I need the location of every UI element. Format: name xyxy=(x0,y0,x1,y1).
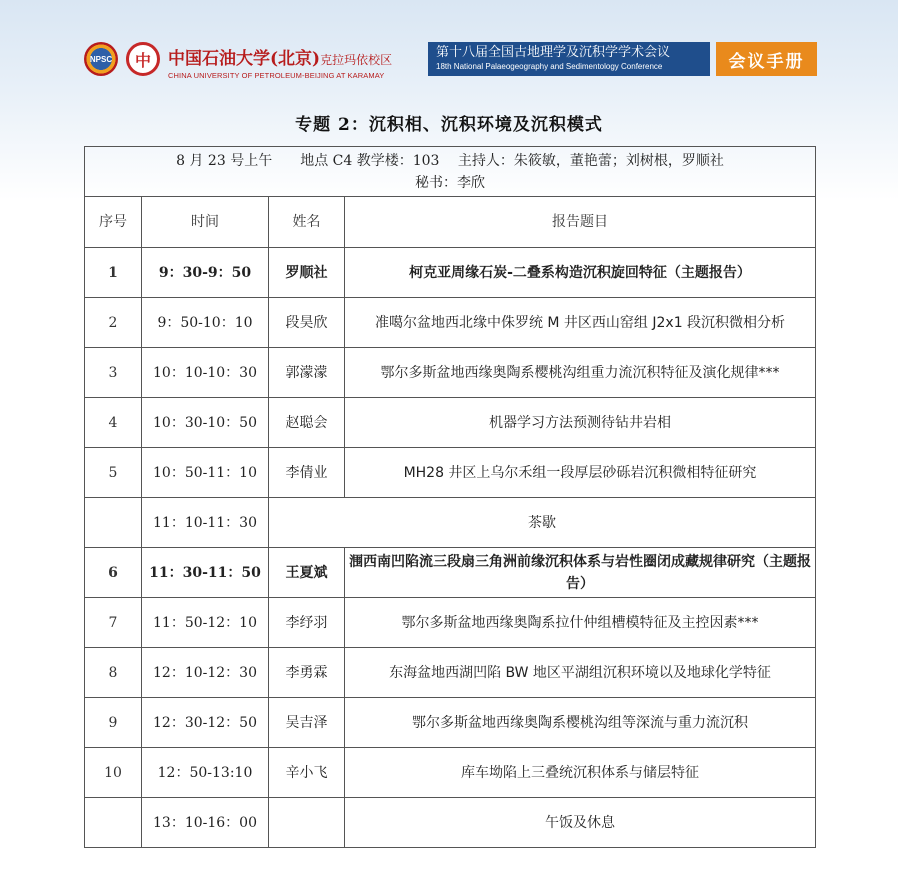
row-name: 郭濛濛 xyxy=(269,348,345,398)
university-name-cn: 中国石油大学(北京) xyxy=(168,49,321,69)
row-title: MH28 井区上乌尔禾组一段厚层砂砾岩沉积微相特征研究 xyxy=(345,448,816,498)
row-time: 12：50-13:10 xyxy=(142,748,269,798)
row-title: 茶歇 xyxy=(269,498,816,548)
row-title: 机器学习方法预测待钻井岩相 xyxy=(345,398,816,448)
conference-name-cn: 第十八届全国古地理学及沉积学学术会议 xyxy=(436,45,671,60)
table-row xyxy=(85,798,816,848)
row-name: 李纾羽 xyxy=(269,598,345,648)
campus-name: 克拉玛依校区 xyxy=(320,53,393,67)
row-seq: 10 xyxy=(85,748,142,798)
table-header-row xyxy=(85,197,816,248)
column-header-seq: 序号 xyxy=(85,197,142,248)
conference-name-en: 18th National Palaeogeography and Sedimentology Conference xyxy=(436,62,663,71)
schedule-table xyxy=(84,146,816,848)
row-title: 鄂尔多斯盆地西缘奥陶系拉什仲组槽模特征及主控因素*** xyxy=(345,598,816,648)
page-header xyxy=(0,0,898,96)
row-seq: 7 xyxy=(85,598,142,648)
table-row xyxy=(85,548,816,598)
session-info-row xyxy=(85,147,816,197)
row-name: 李勇霖 xyxy=(269,648,345,698)
university-name-en: CHINA UNIVERSITY OF PETROLEUM-BEIJING AT KARAMAY xyxy=(168,71,385,80)
row-time: 10：50-11：10 xyxy=(142,448,269,498)
row-time: 11：30-11：50 xyxy=(142,548,269,598)
row-title: 准噶尔盆地西北缘中侏罗统 M 井区西山窑组 J2x1 段沉积微相分析 xyxy=(345,298,816,348)
row-title: 库车坳陷上三叠统沉积体系与储层特征 xyxy=(345,748,816,798)
conference-manual-label: 会议手册 xyxy=(716,42,817,76)
row-time: 9：50-10：10 xyxy=(142,298,269,348)
row-seq: 8 xyxy=(85,648,142,698)
row-time: 12：30-12：50 xyxy=(142,698,269,748)
row-seq xyxy=(85,798,142,848)
table-row xyxy=(85,648,816,698)
row-title: 鄂尔多斯盆地西缘奥陶系樱桃沟组等深流与重力流沉积 xyxy=(345,698,816,748)
column-header-name: 姓名 xyxy=(269,197,345,248)
table-row xyxy=(85,298,816,348)
row-name: 吴吉泽 xyxy=(269,698,345,748)
session-info-cell xyxy=(85,147,816,197)
row-title: 午饭及休息 xyxy=(345,798,816,848)
row-name: 罗顺社 xyxy=(269,248,345,298)
row-time: 11：10-11：30 xyxy=(142,498,269,548)
npsc-logo: NPSC xyxy=(84,42,118,76)
table-row xyxy=(85,698,816,748)
row-time: 13：10-16：00 xyxy=(142,798,269,848)
row-name: 王夏斌 xyxy=(269,548,345,598)
row-seq: 6 xyxy=(85,548,142,598)
session-info-line: 8 月 23 号上午 地点 C4 教学楼：103 主持人：朱筱敏，董艳蕾；刘树根，罗顺社 xyxy=(176,152,724,169)
table-row xyxy=(85,348,816,398)
table-row xyxy=(85,598,816,648)
table-row xyxy=(85,498,816,548)
row-seq: 9 xyxy=(85,698,142,748)
row-seq: 3 xyxy=(85,348,142,398)
row-name xyxy=(269,798,345,848)
row-title: 鄂尔多斯盆地西缘奥陶系樱桃沟组重力流沉积特征及演化规律*** xyxy=(345,348,816,398)
row-name: 李倩业 xyxy=(269,448,345,498)
conference-banner xyxy=(428,42,710,76)
page-title: 专题 2：沉积相、沉积环境及沉积模式 xyxy=(295,115,603,135)
column-header-title: 报告题目 xyxy=(345,197,816,248)
row-seq: 1 xyxy=(85,248,142,298)
row-name: 辛小飞 xyxy=(269,748,345,798)
table-row xyxy=(85,248,816,298)
table-row xyxy=(85,398,816,448)
column-header-time: 时间 xyxy=(142,197,269,248)
row-time: 10：30-10：50 xyxy=(142,398,269,448)
row-time: 12：10-12：30 xyxy=(142,648,269,698)
table-row xyxy=(85,748,816,798)
table-row xyxy=(85,448,816,498)
row-seq: 4 xyxy=(85,398,142,448)
row-seq: 2 xyxy=(85,298,142,348)
row-time: 11：50-12：10 xyxy=(142,598,269,648)
row-title: 涠西南凹陷流三段扇三角洲前缘沉积体系与岩性圈闭成藏规律研究（主题报告） xyxy=(345,548,816,598)
session-secretary: 秘书：李欣 xyxy=(415,174,485,191)
row-name: 段昊欣 xyxy=(269,298,345,348)
row-seq xyxy=(85,498,142,548)
university-name xyxy=(168,44,392,80)
row-title: 柯克亚周缘石炭-二叠系构造沉积旋回特征（主题报告） xyxy=(345,248,816,298)
row-seq: 5 xyxy=(85,448,142,498)
row-title: 东海盆地西湖凹陷 BW 地区平湖组沉积环境以及地球化学特征 xyxy=(345,648,816,698)
university-emblem-icon: 中 xyxy=(126,42,160,76)
row-time: 10：10-10：30 xyxy=(142,348,269,398)
row-name: 赵聪会 xyxy=(269,398,345,448)
row-time: 9：30-9：50 xyxy=(142,248,269,298)
